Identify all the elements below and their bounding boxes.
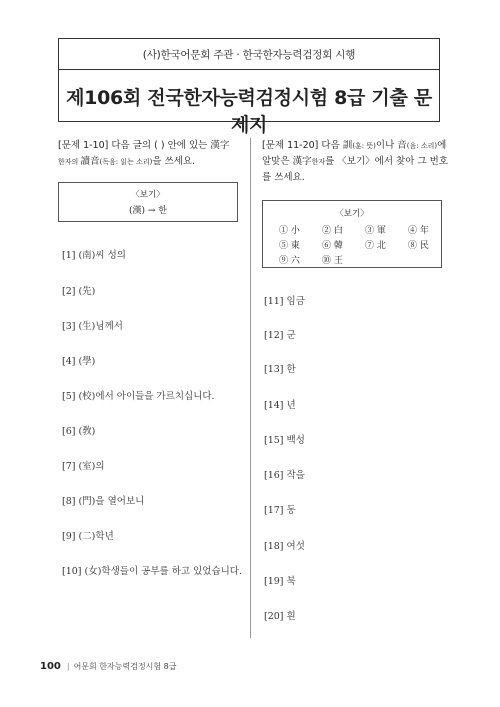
question-2: [2] (先) [62,286,96,297]
right-instruction [262,138,448,186]
right-instruction-hun: 訓 [342,140,353,151]
left-example-label: 〈보기〉 [131,190,165,200]
question-9: [9] (二)학년 [62,531,114,542]
question-13: [13] 한 [264,364,296,375]
footer-text: 어문회 한자능력검정시험 8급 [73,662,177,671]
option-3: ③ 軍 [365,226,386,236]
question-17: [17] 동 [264,505,296,516]
left-instruction-hanja-reading: 한자의 [58,158,81,166]
option-4: ④ 年 [408,226,429,236]
option-5: ⑤ 東 [279,241,300,251]
options-grid [279,223,451,266]
question-11: [11] 임금 [264,296,305,307]
question-10: [10] (女)학생들이 공부를 하고 있었습니다. [62,566,242,577]
left-instruction-doegum: 讀音 [80,156,100,167]
right-instruction-or: 이나 [375,140,398,151]
question-3: [3] (生)님께서 [62,321,123,332]
left-instruction [58,138,229,170]
question-8: [8] (門)을 열어보니 [62,496,145,507]
footer-separator: | [66,662,70,671]
left-instruction-line1: [문제 1-10] 다음 글의 ( ) 안에 있는 漢字 [58,140,230,151]
option-10: ⑩ 王 [322,256,343,266]
option-9: ⑨ 六 [279,256,300,266]
left-example-text: (漢) → 한 [129,206,167,216]
left-instruction-line2 [58,154,229,170]
question-7: [7] (室)의 [62,461,105,472]
right-instruction-line3: 를 쓰세요. [262,172,305,183]
question-12: [12] 군 [264,330,296,341]
left-instruction-tail: 을 쓰세요. [152,156,196,167]
question-20: [20] 흰 [264,611,296,622]
right-options-box [262,200,442,268]
question-15: [15] 백성 [264,435,305,446]
right-instruction-prefix: [문제 11-20] 다음 [262,140,343,151]
header-subtitle: (사)한국어문회 주관 · 한국한자능력검정회 시행 [142,49,356,61]
option-1: ① 小 [279,226,300,236]
left-instruction-gloss: (독음: 읽는 소리) [99,158,153,166]
option-6: ⑥ 韓 [322,241,343,251]
right-instruction-hanja-gloss: 한자 [311,158,326,166]
question-18: [18] 여섯 [264,541,305,552]
question-16: [16] 작을 [264,470,305,481]
option-7: ⑦ 北 [365,241,386,251]
right-instruction-particle: 에 [437,140,447,151]
right-instruction-eum: 音 [397,140,407,151]
header-divider [59,69,439,70]
exam-title: 제106회 전국한자능력검정시험 8급 기출 문제지 [66,87,432,136]
column-divider [250,138,251,638]
option-2: ② 白 [322,226,343,236]
question-14: [14] 년 [264,400,296,411]
question-4: [4] (學) [62,356,96,367]
right-instruction-hanja: 漢字 [292,156,312,167]
question-5: [5] (校)에서 아이들을 가르치십니다. [62,391,215,402]
right-instruction-matching: 알맞은 [262,156,293,167]
question-1: [1] (南)씨 성의 [62,250,126,261]
question-6: [6] (敎) [62,426,96,437]
right-instruction-line2 [262,154,448,170]
option-8: ⑧ 民 [408,241,429,251]
right-instruction-line1 [262,138,448,154]
right-instruction-eum-gloss: (음: 소리) [406,142,438,150]
page-number: 100 [40,661,61,672]
right-instruction-hun-gloss: (훈: 뜻) [352,142,376,150]
right-instruction-find: 를 〈보기〉에서 찾아 그 번호 [325,156,448,167]
question-19: [19] 북 [264,576,296,587]
right-options-label: 〈보기〉 [335,209,369,219]
left-example-box [58,182,238,222]
exam-header [58,38,440,136]
page-footer [40,661,177,672]
